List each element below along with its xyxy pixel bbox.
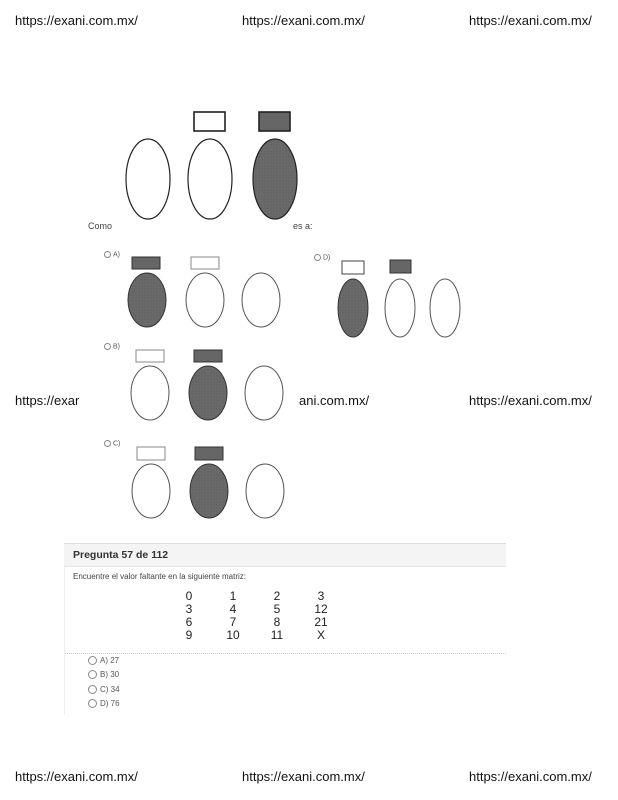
matrix-cell: 2 <box>273 589 281 603</box>
matrix-cell: 12 <box>314 602 328 616</box>
question-header <box>64 543 506 567</box>
question-title: Pregunta 57 de 112 <box>73 549 169 561</box>
answer-option-c[interactable] <box>88 685 120 694</box>
analogy-stem <box>126 112 297 219</box>
option-b-label: B) <box>113 343 120 351</box>
watermark-mid-left-partial: https://exar <box>15 393 80 408</box>
matrix-row <box>167 629 343 642</box>
answer-label: B) 30 <box>100 670 120 679</box>
stem-oval-2 <box>188 139 232 219</box>
radio-icon[interactable] <box>88 670 97 679</box>
option-c[interactable] <box>104 440 120 447</box>
matrix-cell: 0 <box>185 589 193 603</box>
stem-white-rect <box>194 112 225 131</box>
watermark-mid-center-partial: ani.com.mx/ <box>299 393 370 408</box>
watermark-top-left: https://exani.com.mx/ <box>15 13 138 28</box>
number-matrix <box>167 590 343 642</box>
panel-left-border <box>64 565 65 715</box>
matrix-cell: 11 <box>270 628 284 642</box>
matrix-cell: 1 <box>229 589 237 603</box>
answer-label: C) 34 <box>100 685 120 694</box>
watermark-bottom-right: https://exani.com.mx/ <box>469 769 592 784</box>
answer-option-a[interactable] <box>88 656 119 665</box>
option-a-figure <box>128 257 280 327</box>
matrix-cell: X <box>316 628 325 642</box>
option-b[interactable] <box>104 343 120 350</box>
matrix-cell: 7 <box>229 615 237 629</box>
watermark-top-right: https://exani.com.mx/ <box>469 13 592 28</box>
option-d-figure <box>338 260 460 337</box>
divider <box>64 653 506 654</box>
matrix-cell: 9 <box>185 628 193 642</box>
option-a-label: A) <box>113 251 120 259</box>
answer-label: A) 27 <box>100 656 120 665</box>
watermark-top-center: https://exani.com.mx/ <box>242 13 365 28</box>
matrix-cell: 8 <box>273 615 281 629</box>
answer-option-d[interactable] <box>88 699 120 708</box>
radio-d-icon[interactable] <box>314 254 321 261</box>
stem-oval-1 <box>126 139 170 219</box>
matrix-cell: 10 <box>226 628 240 642</box>
matrix-cell: 6 <box>185 615 193 629</box>
option-a[interactable] <box>104 251 120 258</box>
analogy-prompt-start: Como <box>88 221 113 231</box>
option-b-figure <box>131 350 283 420</box>
radio-icon[interactable] <box>88 685 97 694</box>
matrix-cell: 21 <box>314 615 328 629</box>
matrix-cell: 5 <box>273 602 281 616</box>
watermark-bottom-center: https://exani.com.mx/ <box>242 769 365 784</box>
radio-icon[interactable] <box>88 656 97 665</box>
question-57-panel <box>64 543 506 715</box>
watermark-bottom-left: https://exani.com.mx/ <box>15 769 138 784</box>
option-d[interactable] <box>314 254 330 261</box>
stem-gray-rect <box>259 112 290 131</box>
option-c-figure <box>132 447 284 518</box>
radio-b-icon[interactable] <box>104 343 111 350</box>
watermark-mid-right: https://exani.com.mx/ <box>469 393 592 408</box>
stem-oval-3-shaded <box>253 139 297 219</box>
radio-a-icon[interactable] <box>104 251 111 258</box>
matrix-cell: 3 <box>317 589 325 603</box>
answer-label: D) 76 <box>100 699 120 708</box>
option-c-label: C) <box>113 440 121 448</box>
radio-c-icon[interactable] <box>104 440 111 447</box>
question-prompt: Encuentre el valor faltante en la siguiente matriz: <box>73 572 246 581</box>
matrix-cell: 3 <box>185 602 193 616</box>
radio-icon[interactable] <box>88 699 97 708</box>
option-d-label: D) <box>323 254 331 262</box>
matrix-cell: 4 <box>229 602 237 616</box>
answer-option-b[interactable] <box>88 670 119 679</box>
analogy-prompt-end: es a: <box>293 221 313 231</box>
